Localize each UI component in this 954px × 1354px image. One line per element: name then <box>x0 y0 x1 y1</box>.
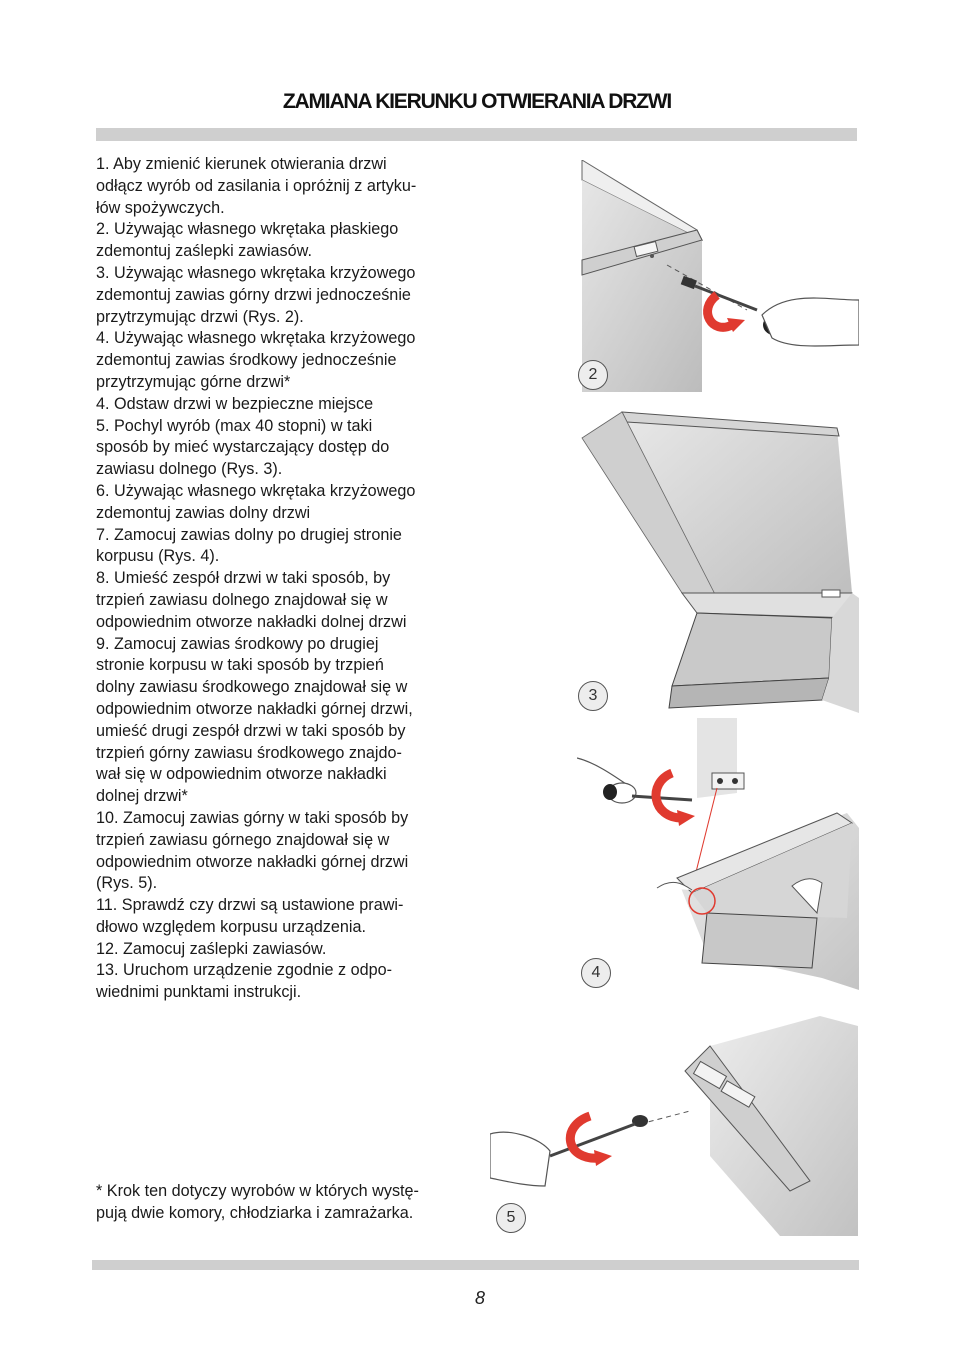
tilted-fridge-illustration <box>577 408 859 713</box>
text-line: 4. Odstaw drzwi w bezpieczne miejsce <box>96 394 374 413</box>
screwdriver-hinge-bottom-illustration <box>577 718 859 990</box>
text-line: 7. Zamocuj zawias dolny po drugiej stronie <box>96 525 402 544</box>
text-line: 3. Używając własnego wkrętaka krzyżowego <box>96 263 416 282</box>
text-line: trzpień górny zawiasu środkowego znajdo- <box>96 743 402 762</box>
text-line: przytrzymując drzwi (Rys. 2). <box>96 307 304 326</box>
screwdriver-hinge-top-illustration <box>577 160 859 392</box>
text-line: stronie korpusu w taki sposób by trzpień <box>96 656 384 675</box>
text-line: sposób by mieć wystarczający dostęp do <box>96 438 390 457</box>
text-line: trzpień zawiasu górnego znajdował się w <box>96 830 390 849</box>
text-line: 2. Używając własnego wkrętaka płaskiego <box>96 220 399 239</box>
figure-3 <box>577 408 859 713</box>
figure-4 <box>577 718 859 990</box>
text-line: zawiasu dolnego (Rys. 3). <box>96 460 283 479</box>
text-line: łów spożywczych. <box>96 198 225 217</box>
text-line: zdemontuj zawias dolny drzwi <box>96 503 311 522</box>
text-line: 10. Zamocuj zawias górny w taki sposób by <box>96 808 409 827</box>
text-line: wał się w odpowiednim otworze nakładki <box>96 765 387 784</box>
text-line: zdemontuj zawias górny drzwi jednocześnie <box>96 285 411 304</box>
text-line: 11. Sprawdź czy drzwi są ustawione prawi- <box>96 896 404 915</box>
footnote <box>96 1181 476 1225</box>
text-line: odpowiednim otworze nakładki dolnej drzwi <box>96 612 407 631</box>
text-line: 5. Pochyl wyrób (max 40 stopni) w taki <box>96 416 373 435</box>
text-line: 9. Zamocuj zawias środkowy po drugiej <box>96 634 379 653</box>
page-number: 8 <box>474 1288 485 1308</box>
text-line: trzpień zawiasu dolnego znajdował się w <box>96 590 388 609</box>
figure-label: 5 <box>496 1203 526 1233</box>
text-line: odłącz wyrób od zasilania i opróżnij z artyku- <box>96 176 417 195</box>
text-line: korpusu (Rys. 4). <box>96 547 220 566</box>
text-line: (Rys. 5). <box>96 874 158 893</box>
text-line: 12. Zamocuj zaślepki zawiasów. <box>96 939 327 958</box>
text-line: wiednimi punktami instrukcji. <box>96 983 302 1002</box>
screwdriver-hinge-top-refit-illustration <box>490 1016 858 1236</box>
text-line: dłowo względem korpusu urządzenia. <box>96 917 366 936</box>
text-line: odpowiednim otworze nakładki górnej drzwi <box>96 852 409 871</box>
text-line: 13. Uruchom urządzenie zgodnie z odpo- <box>96 961 393 980</box>
text-line: * Krok ten dotyczy wyrobów w których wystę- <box>96 1182 419 1200</box>
page-title: ZAMIANA KIERUNKU OTWIERANIA DRZWI <box>282 90 672 113</box>
figure-5 <box>490 1016 858 1236</box>
text-line: pują dwie komory, chłodziarka i zamrażarka. <box>96 1203 414 1222</box>
text-line: dolnej drzwi* <box>96 787 188 806</box>
text-line: przytrzymując górne drzwi* <box>96 372 291 391</box>
text-line: 8. Umieść zespół drzwi w taki sposób, by <box>96 569 391 588</box>
text-line: 6. Używając własnego wkrętaka krzyżowego <box>96 481 416 500</box>
figure-label: 2 <box>578 360 608 390</box>
text-line: 1. Aby zmienić kierunek otwierania drzwi <box>96 155 387 173</box>
text-line: zdemontuj zawias środkowy jednocześnie <box>96 351 397 370</box>
text-line: odpowiednim otworze nakładki górnej drzwi, <box>96 699 413 718</box>
figure-label: 4 <box>581 958 611 988</box>
text-line: 4. Używając własnego wkrętaka krzyżowego <box>96 329 416 348</box>
text-line: zdemontuj zaślepki zawiasów. <box>96 242 312 261</box>
figure-2 <box>577 160 859 392</box>
figure-label: 3 <box>578 681 608 711</box>
top-divider-bar <box>96 128 857 141</box>
bottom-divider-bar <box>92 1260 859 1270</box>
text-line: dolny zawiasu środkowego znajdował się w <box>96 678 408 697</box>
instruction-steps <box>96 154 466 1004</box>
text-line: umieść drugi zespół drzwi w taki sposób by <box>96 721 406 740</box>
